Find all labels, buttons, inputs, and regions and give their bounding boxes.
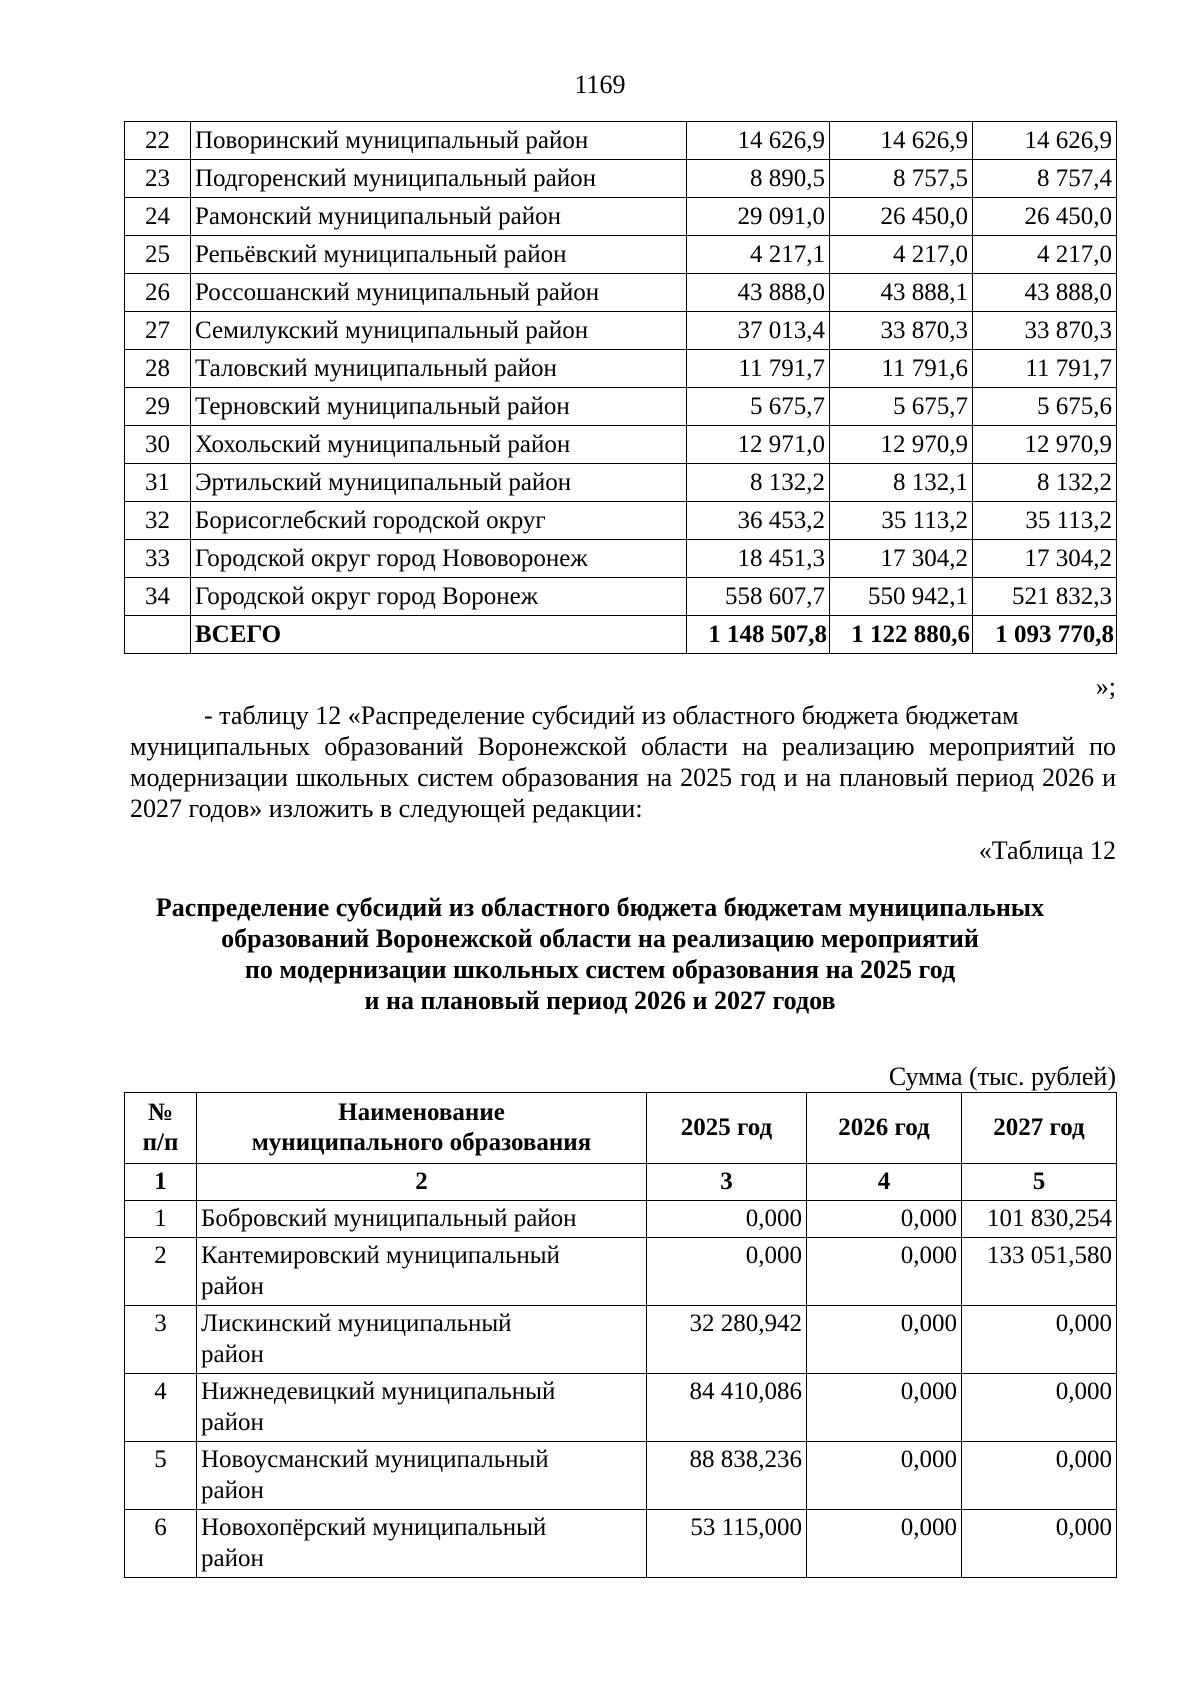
value-2025: 5 675,7 [687, 388, 830, 426]
value-2027: 8 757,4 [973, 160, 1117, 198]
row-number: 6 [125, 1510, 197, 1578]
value-2026: 0,000 [807, 1374, 962, 1442]
table-row [125, 1201, 1117, 1238]
table-row [125, 1510, 1117, 1578]
paragraph-first-line: - таблицу 12 «Распределение субсидий из областного бюджета бюджетам [204, 701, 1019, 730]
row-number: 27 [125, 312, 191, 350]
row-number: 29 [125, 388, 191, 426]
municipality-name: Городской округ город Нововоронеж [191, 540, 687, 578]
value-2027: 11 791,7 [973, 350, 1117, 388]
municipality-name: Репьёвский муниципальный район [191, 236, 687, 274]
value-2026: 43 888,1 [830, 274, 973, 312]
value-2025: 43 888,0 [687, 274, 830, 312]
title-line: и на плановый период 2026 и 2027 годов [364, 986, 836, 1015]
value-2027: 101 830,254 [962, 1201, 1117, 1238]
row-number: 25 [125, 236, 191, 274]
value-2026: 8 757,5 [830, 160, 973, 198]
closing-quote: »; [1095, 672, 1116, 701]
value-2027: 12 970,9 [973, 426, 1117, 464]
value-2026: 0,000 [807, 1201, 962, 1238]
table-row [125, 1374, 1117, 1442]
subsidy-table-continued [124, 121, 1117, 654]
value-2027: 35 113,2 [973, 502, 1117, 540]
row-number: 34 [125, 578, 191, 616]
value-2027: 0,000 [962, 1510, 1117, 1578]
value-2025: 88 838,236 [647, 1442, 807, 1510]
row-number: 4 [125, 1374, 197, 1442]
municipality-name: Лискинский муниципальный район [197, 1306, 647, 1374]
page-number: 1169 [574, 70, 626, 99]
header-name: Наименование муниципального образования [197, 1093, 647, 1164]
table-row [125, 198, 1117, 236]
value-2025: 36 453,2 [687, 502, 830, 540]
row-number: 26 [125, 274, 191, 312]
value-2027: 14 626,9 [973, 122, 1117, 160]
table-row [125, 236, 1117, 274]
value-2027: 17 304,2 [973, 540, 1117, 578]
row-number [125, 616, 191, 654]
header-2025: 2025 год [647, 1093, 807, 1164]
value-2027: 133 051,580 [962, 1238, 1117, 1306]
column-index: 1 [125, 1164, 197, 1201]
row-number: 23 [125, 160, 191, 198]
column-index: 3 [647, 1164, 807, 1201]
value-2026: 5 675,7 [830, 388, 973, 426]
municipality-name: Рамонский муниципальный район [191, 198, 687, 236]
value-2026: 14 626,9 [830, 122, 973, 160]
amendment-paragraph [130, 700, 1116, 824]
value-2025: 558 607,7 [687, 578, 830, 616]
value-2025: 29 091,0 [687, 198, 830, 236]
column-index: 2 [197, 1164, 647, 1201]
municipality-name: Новохопёрский муниципальный район [197, 1510, 647, 1578]
municipality-name: Городской округ город Воронеж [191, 578, 687, 616]
value-2025: 84 410,086 [647, 1374, 807, 1442]
value-2025: 4 217,1 [687, 236, 830, 274]
total-2027: 1 093 770,8 [973, 616, 1117, 654]
value-2026: 26 450,0 [830, 198, 973, 236]
table-row [125, 350, 1117, 388]
table-row [125, 122, 1117, 160]
value-2025: 12 971,0 [687, 426, 830, 464]
header-row [125, 1093, 1117, 1164]
value-2027: 0,000 [962, 1306, 1117, 1374]
value-2026: 17 304,2 [830, 540, 973, 578]
municipality-name: Новоусманский муниципальный район [197, 1442, 647, 1510]
table-row [125, 1306, 1117, 1374]
value-2026: 35 113,2 [830, 502, 973, 540]
title-line: по модернизации школьных систем образования на 2025 год [244, 955, 956, 984]
municipality-name: Нижнедевицкий муниципальный район [197, 1374, 647, 1442]
paragraph-rest: муниципальных образований Воронежской области на реализацию мероприятий по модернизации школьных систем образования на 2025 год и на плановый период 2026 и 2027 годов» изложить в следующей редакции: [130, 732, 1116, 823]
row-number: 30 [125, 426, 191, 464]
municipality-name: Семилукский муниципальный район [191, 312, 687, 350]
table-row [125, 1238, 1117, 1306]
value-2027: 521 832,3 [973, 578, 1117, 616]
row-number: 24 [125, 198, 191, 236]
municipality-name: Россошанский муниципальный район [191, 274, 687, 312]
row-number: 3 [125, 1306, 197, 1374]
value-2026: 12 970,9 [830, 426, 973, 464]
row-number: 1 [125, 1201, 197, 1238]
row-number: 22 [125, 122, 191, 160]
value-2026: 8 132,1 [830, 464, 973, 502]
value-2027: 5 675,6 [973, 388, 1117, 426]
value-2027: 0,000 [962, 1442, 1117, 1510]
municipality-name: Таловский муниципальный район [191, 350, 687, 388]
value-2027: 8 132,2 [973, 464, 1117, 502]
value-2025: 32 280,942 [647, 1306, 807, 1374]
value-2026: 4 217,0 [830, 236, 973, 274]
value-2026: 33 870,3 [830, 312, 973, 350]
header-2026: 2026 год [807, 1093, 962, 1164]
value-2025: 0,000 [647, 1238, 807, 1306]
header-number: № п/п [125, 1093, 197, 1164]
value-2026: 0,000 [807, 1306, 962, 1374]
title-line: Распределение субсидий из областного бюджета бюджетам муниципальных [155, 893, 1045, 922]
column-index: 5 [962, 1164, 1117, 1201]
header-2027: 2027 год [962, 1093, 1117, 1164]
municipality-name: Поворинский муниципальный район [191, 122, 687, 160]
row-number: 32 [125, 502, 191, 540]
value-2025: 14 626,9 [687, 122, 830, 160]
table-row [125, 578, 1117, 616]
value-2027: 26 450,0 [973, 198, 1117, 236]
units-label: Сумма (тыс. рублей) [888, 1062, 1116, 1091]
value-2025: 53 115,000 [647, 1510, 807, 1578]
value-2026: 0,000 [807, 1238, 962, 1306]
municipality-name: Кантемировский муниципальный район [197, 1238, 647, 1306]
municipality-name: Эртильский муниципальный район [191, 464, 687, 502]
municipality-name: Терновский муниципальный район [191, 388, 687, 426]
column-index-row [125, 1164, 1117, 1201]
row-number: 28 [125, 350, 191, 388]
row-number: 2 [125, 1238, 197, 1306]
total-2025: 1 148 507,8 [687, 616, 830, 654]
total-2026: 1 122 880,6 [830, 616, 973, 654]
value-2027: 43 888,0 [973, 274, 1117, 312]
table-row [125, 426, 1117, 464]
table-row [125, 1442, 1117, 1510]
table-row [125, 540, 1117, 578]
value-2026: 0,000 [807, 1442, 962, 1510]
column-index: 4 [807, 1164, 962, 1201]
table-row [125, 312, 1117, 350]
table-label: «Таблица 12 [978, 836, 1116, 865]
value-2025: 0,000 [647, 1201, 807, 1238]
value-2025: 11 791,7 [687, 350, 830, 388]
value-2025: 8 890,5 [687, 160, 830, 198]
value-2026: 11 791,6 [830, 350, 973, 388]
total-label: ВСЕГО [191, 616, 687, 654]
title-line: образований Воронежской области на реализацию мероприятий [221, 924, 979, 953]
value-2027: 0,000 [962, 1374, 1117, 1442]
municipality-name: Хохольский муниципальный район [191, 426, 687, 464]
value-2027: 33 870,3 [973, 312, 1117, 350]
value-2025: 37 013,4 [687, 312, 830, 350]
value-2027: 4 217,0 [973, 236, 1117, 274]
value-2025: 8 132,2 [687, 464, 830, 502]
table-row [125, 502, 1117, 540]
municipality-name: Подгоренский муниципальный район [191, 160, 687, 198]
table-row [125, 274, 1117, 312]
table-row [125, 388, 1117, 426]
table-title [100, 892, 1100, 1016]
row-number: 5 [125, 1442, 197, 1510]
value-2025: 18 451,3 [687, 540, 830, 578]
row-number: 31 [125, 464, 191, 502]
municipality-name: Борисоглебский городской округ [191, 502, 687, 540]
table-row [125, 160, 1117, 198]
total-row [125, 616, 1117, 654]
row-number: 33 [125, 540, 191, 578]
value-2026: 0,000 [807, 1510, 962, 1578]
table-row [125, 464, 1117, 502]
value-2026: 550 942,1 [830, 578, 973, 616]
subsidy-table-12 [124, 1092, 1117, 1578]
municipality-name: Бобровский муниципальный район [197, 1201, 647, 1238]
